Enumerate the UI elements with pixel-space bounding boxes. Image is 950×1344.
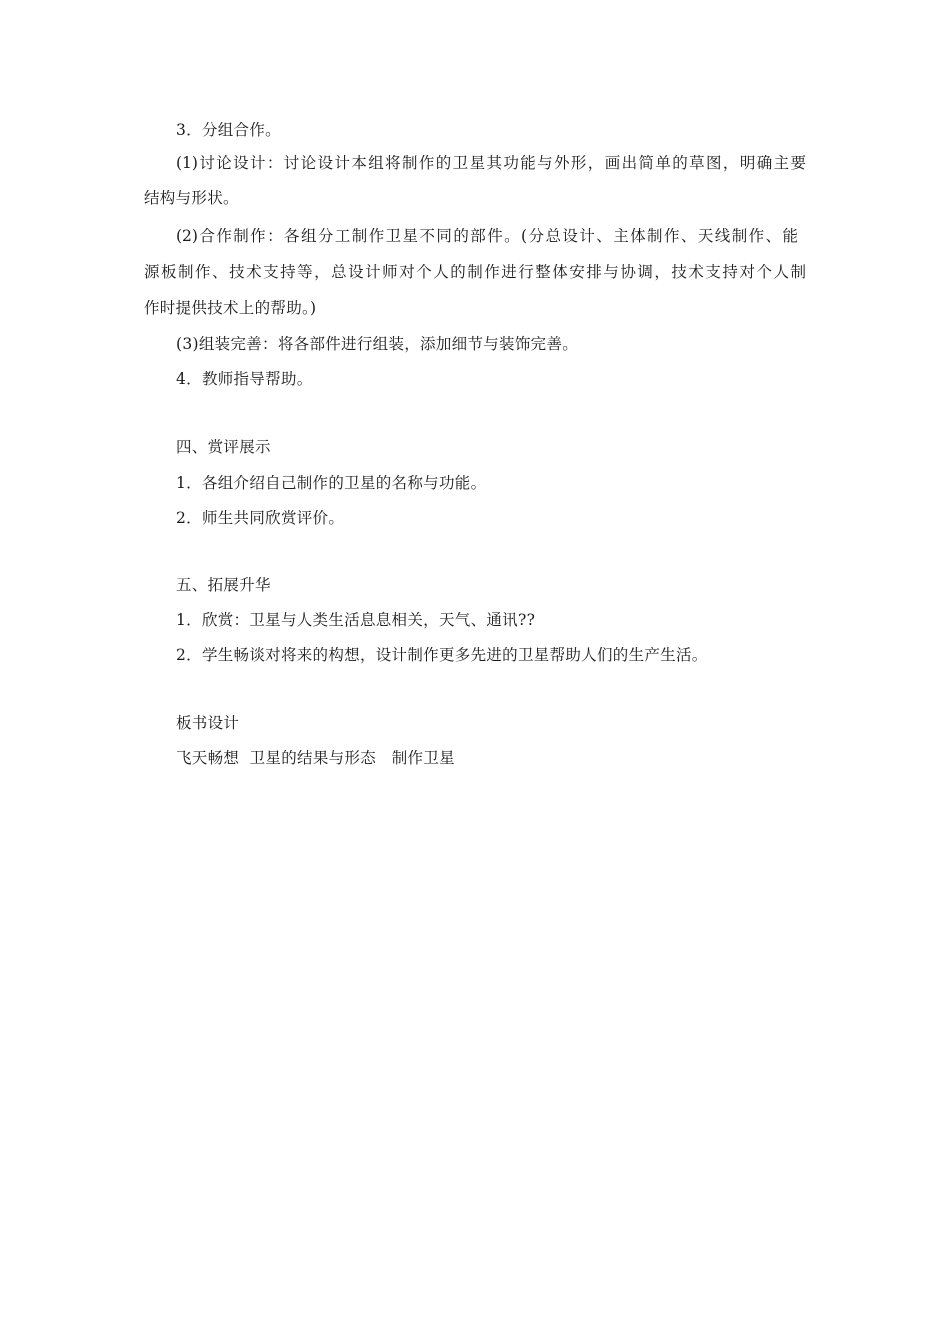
item-2-line-3: 作时提供技术上的帮助。) bbox=[144, 299, 317, 317]
board-design-content: 飞天畅想 卫星的结果与形态 制作卫星 bbox=[176, 749, 455, 767]
item-1-line-1: (1)讨论设计：讨论设计本组将制作的卫星其功能与外形，画出简单的草图，明确主要 bbox=[176, 154, 806, 172]
section-3-heading: 3．分组合作。 bbox=[176, 121, 281, 139]
appreciation-item-1: 1．各组介绍自己制作的卫星的名称与功能。 bbox=[176, 474, 487, 492]
section-4-item: 4．教师指导帮助。 bbox=[176, 370, 313, 388]
item-3: (3)组装完善：将各部件进行组装，添加细节与装饰完善。 bbox=[176, 335, 579, 353]
extension-heading: 五、拓展升华 bbox=[176, 576, 271, 594]
appreciation-heading: 四、赏评展示 bbox=[176, 438, 271, 456]
extension-item-2: 2．学生畅谈对将来的构想，设计制作更多先进的卫星帮助人们的生产生活。 bbox=[176, 646, 708, 664]
item-2-line-2: 源板制作、技术支持等，总设计师对个人的制作进行整体安排与协调，技术支持对个人制 bbox=[144, 263, 806, 281]
appreciation-item-2: 2．师生共同欣赏评价。 bbox=[176, 509, 345, 527]
item-2-line-1: (2)合作制作：各组分工制作卫星不同的部件。(分总设计、主体制作、天线制作、能 bbox=[176, 227, 798, 245]
board-design-heading: 板书设计 bbox=[176, 714, 240, 732]
extension-item-1: 1．欣赏：卫星与人类生活息息相关，天气、通讯?? bbox=[176, 611, 536, 629]
item-1-line-2: 结构与形状。 bbox=[144, 189, 239, 207]
